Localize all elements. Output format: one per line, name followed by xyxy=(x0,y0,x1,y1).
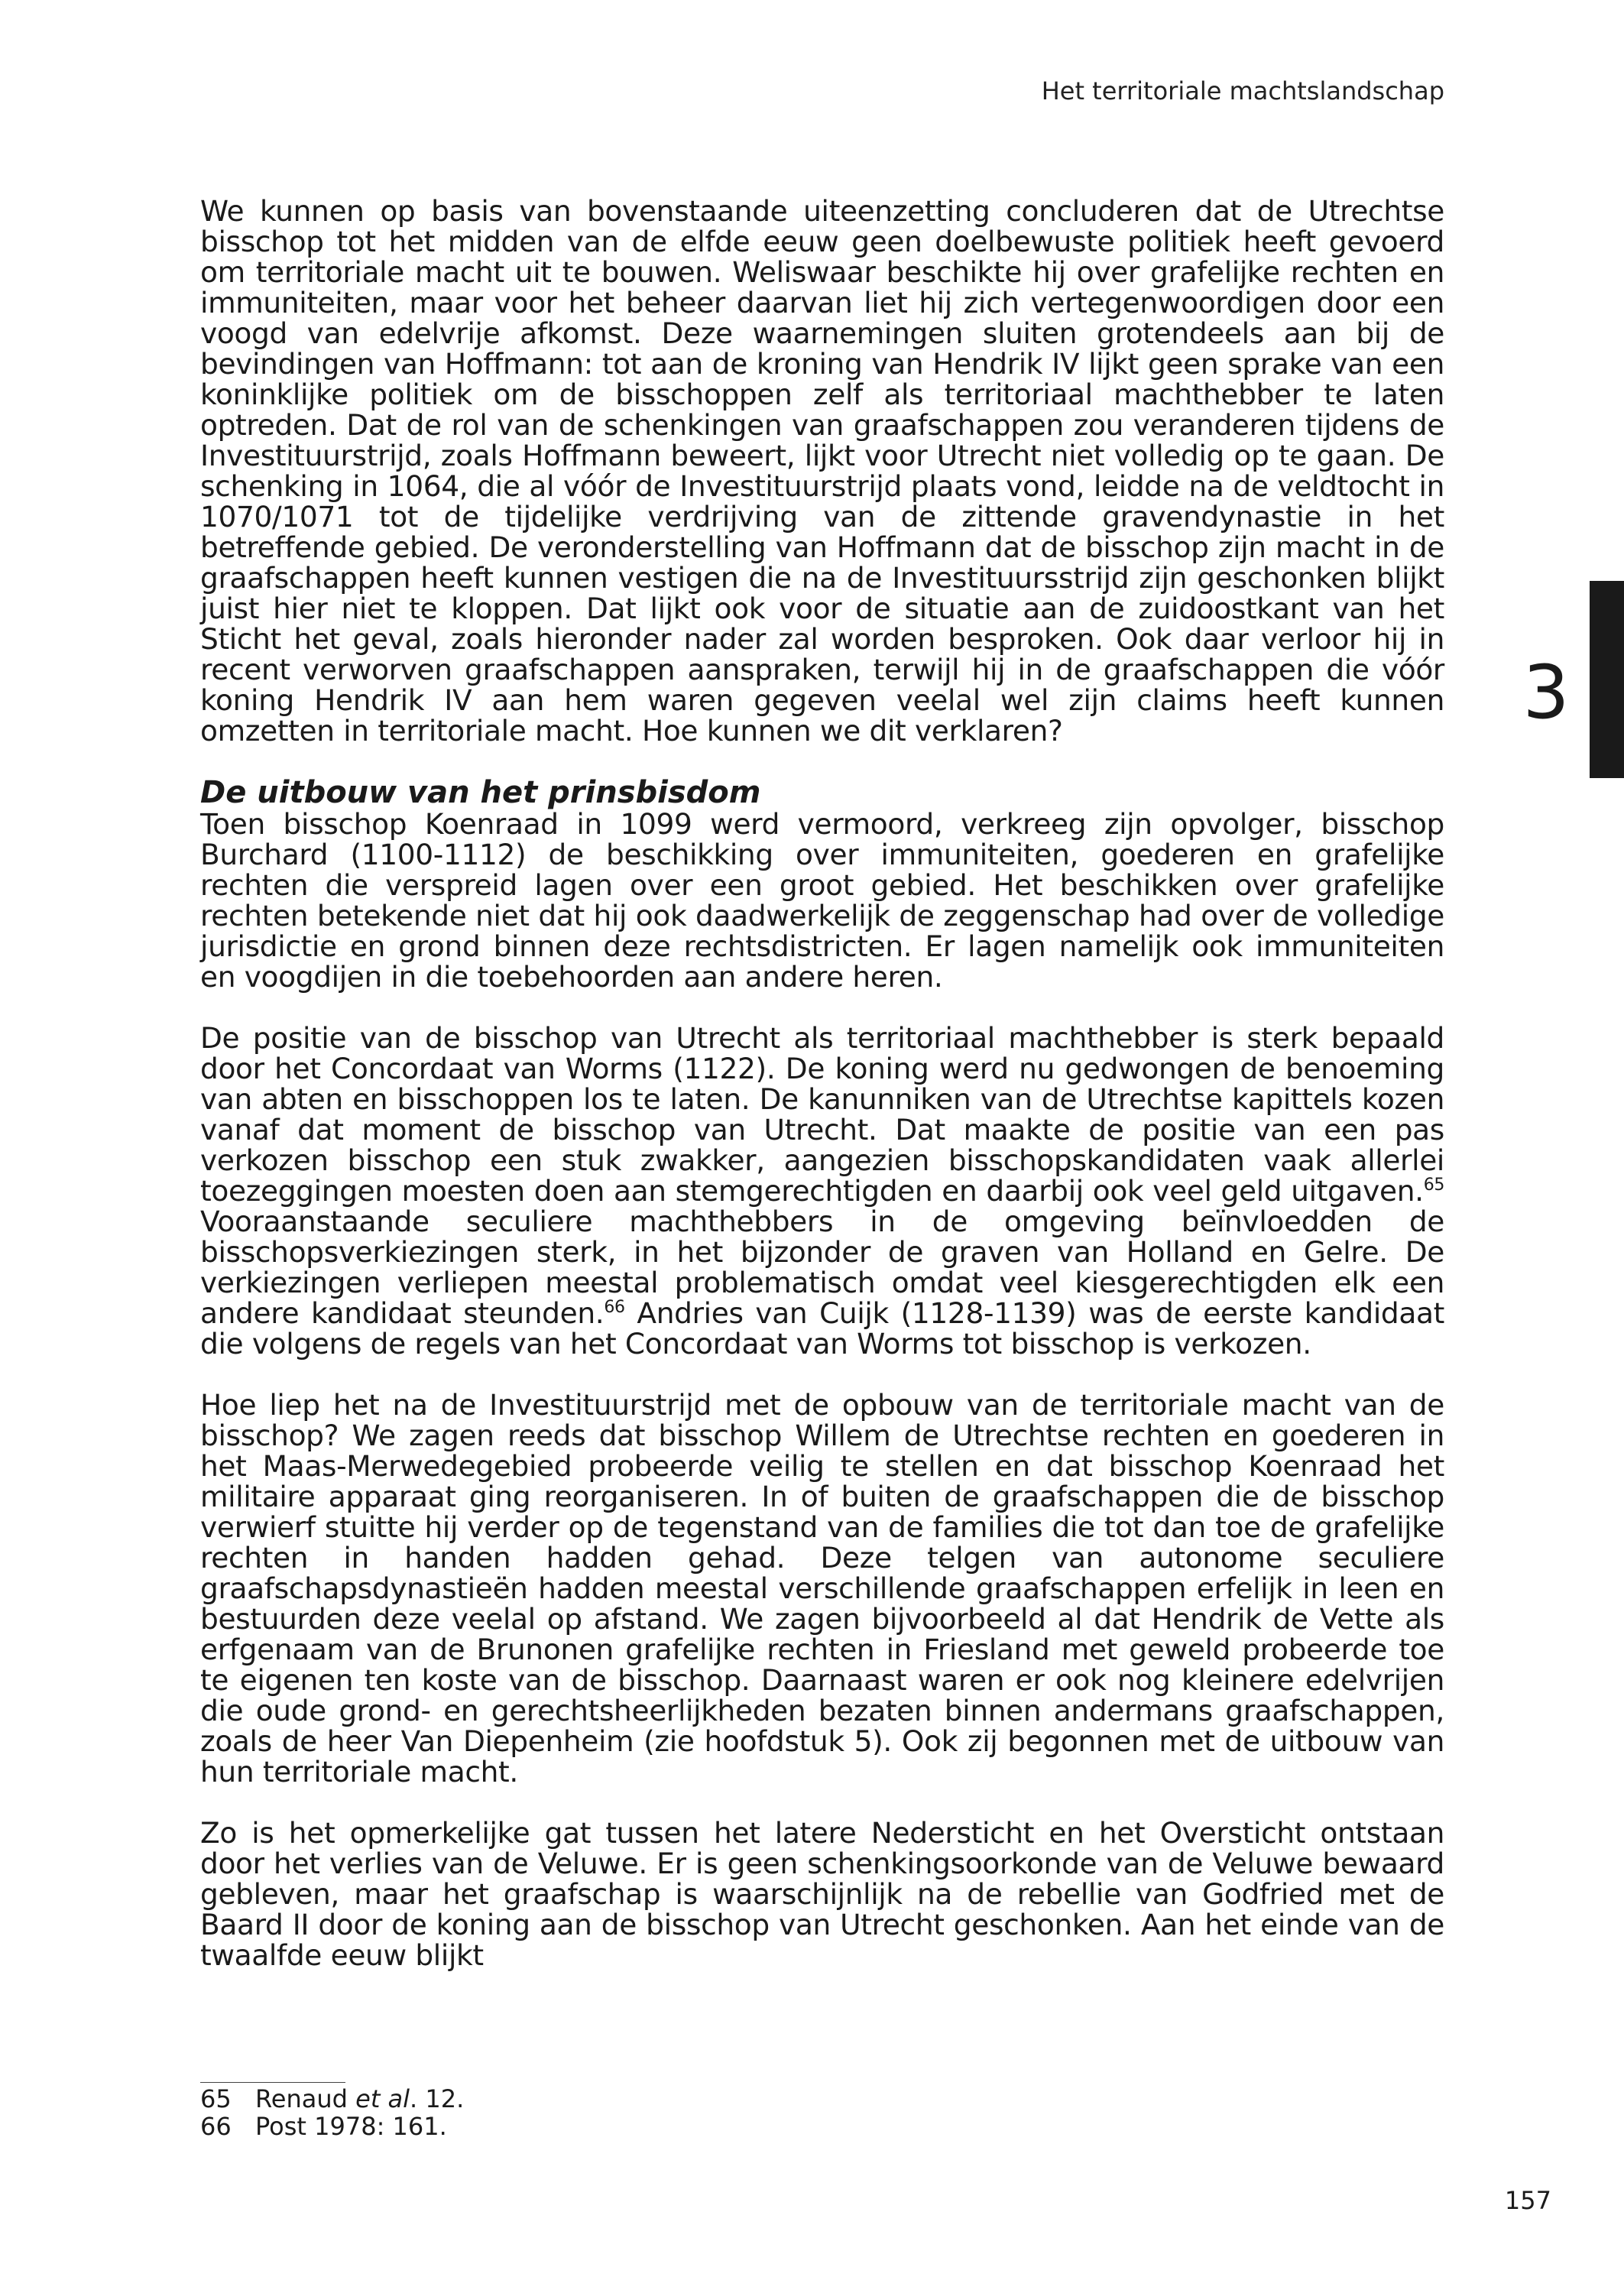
footnote-text: . 12. xyxy=(410,2084,465,2113)
footnotes xyxy=(200,2085,464,2140)
paragraph: We kunnen op basis van bovenstaande uiteenzetting concluderen dat de Utrechtse bisschop tot het midden van de elfde eeuw geen doelbewuste politiek heeft gevoerd om territoriale macht uit te bouwen. Weliswaar beschikte hij over grafelijke rechten en immuniteiten, maar voor het beheer daarvan liet hij zich vertegenwoordigen door een voogd van edelvrije afkomst. Deze waarnemingen sluiten grotendeels aan bij de bevindingen van Hoffmann: tot aan de kroning van Hendrik IV lijkt geen sprake van een koninklijke politiek om de bisschoppen zelf als territoriaal machthebber te laten optreden. Dat de rol van de schenkingen van graafschappen zou veranderen tijdens de Investituurstrijd, zoals Hoffmann beweert, lijkt voor Utrecht niet volledig op te gaan. De schenking in 1064, die al vóór de Investituurstrijd plaats vond, leidde na de veldtocht in 1070/1071 tot de tijdelijke verdrijving van de zittende gravendynastie in het betreffende gebied. De veronderstelling van Hoffmann dat de bisschop zijn macht in de graafschappen heeft kunnen vestigen die na de Investituursstrijd zijn geschonken blijkt juist hier niet te kloppen. Dat lijkt ook voor de situatie aan de zuidoostkant van het Sticht het geval, zoals hieronder nader zal worden besproken. Ook daar verloor hij in recent verworven graafschappen aanspraken, terwijl hij in de graafschappen die vóór koning Hendrik IV aan hem waren gegeven veelal wel zijn claims heeft kunnen omzetten in territoriale macht. Hoe kunnen we dit verklaren? xyxy=(200,194,1444,748)
footnote-ref-66[interactable]: 66 xyxy=(604,1298,625,1317)
footnote-ref-65[interactable]: 65 xyxy=(1423,1176,1444,1195)
paragraph xyxy=(200,1023,1444,1359)
section-heading: De uitbouw van het prinsbisdom xyxy=(200,775,761,810)
page-number: 157 xyxy=(1504,2186,1551,2215)
footnote-66 xyxy=(200,2113,464,2140)
footnote-65 xyxy=(200,2085,464,2113)
paragraph-text: Vooraanstaande seculiere machthebbers in de omgeving beïnvloedden de bisschopsverkiezingen sterk, in het bijzonder de graven van Holland en Gelre. De verkiezingen verliepen meestal problematisch omdat veel kiesgerechtigden elk een andere kandidaat steunden. xyxy=(200,1205,1444,1330)
paragraph: Hoe liep het na de Investituurstrijd met de opbouw van de territoriale macht van de bisschop? We zagen reeds dat bisschop Willem de Utrechtse rechten en goederen in het Maas-Merwedegebied probeerde veilig te stellen en dat bisschop Koenraad het militaire apparaat ging reorganiseren. In of buiten de graafschappen die de bisschop verwierf stuitte hij verder op de tegenstand van de families die tot dan toe de grafelijke rechten in handen hadden gehad. Deze telgen van autonome seculiere graafschapsdynastieën hadden meestal verschillende graafschappen erfelijk in leen en bestuurden deze veelal op afstand. We zagen bijvoorbeeld al dat Hendrik de Vette als erfgenaam van de Brunonen grafelijke rechten in Friesland met geweld probeerde toe te eigenen ten koste van de bisschop. Daarnaast waren er ook nog kleinere edelvrijen die oude grond- en gerechtsheerlijkheden bezaten binnen andermans graafschappen, zoals de heer Van Diepenheim (zie hoofdstuk 5). Ook zij begonnen met de uitbouw van hun territoriale macht. xyxy=(200,1388,1444,1789)
footnote-text-italic: et al xyxy=(355,2084,410,2113)
footnote-number: 65 xyxy=(200,2084,232,2113)
paragraph: Toen bisschop Koenraad in 1099 werd vermoord, verkreeg zijn opvolger, bisschop Burchard (1100-1112) de beschikking over immuniteiten, goederen en grafelijke rechten die verspreid lagen over een groot gebied. Het beschikken over grafelijke rechten betekende niet dat hij ook daadwerkelijk de zeggenschap had over de volledige jurisdictie en grond binnen deze rechtsdistricten. Er lagen namelijk ook immuniteiten en voogdijen in die toebehoorden aan andere heren. xyxy=(200,807,1444,994)
main-text xyxy=(200,196,1444,1970)
running-head: Het territoriale machtslandschap xyxy=(1041,76,1444,105)
paragraph-text: Andries van Cuijk (1128-1139) was de eerste kandidaat die volgens de regels van het Concordaat van Worms tot bisschop is verkozen. xyxy=(200,1296,1444,1361)
chapter-tab xyxy=(1590,581,1624,778)
footnote-text: Post 1978: 161. xyxy=(255,2112,447,2141)
footnote-divider xyxy=(200,2082,345,2083)
footnote-text: Renaud xyxy=(255,2084,356,2113)
paragraph: Zo is het opmerkelijke gat tussen het latere Nedersticht en het Oversticht ontstaan door het verlies van de Veluwe. Er is geen schenkingsoorkonde van de Veluwe bewaard gebleven, maar het graafschap is waarschijnlijk na de rebellie van Godfried met de Baard II door de koning aan de bisschop van Utrecht geschonken. Aan het einde van de twaalfde eeuw blijkt xyxy=(200,1816,1444,1972)
footnote-number: 66 xyxy=(200,2112,232,2141)
chapter-number: 3 xyxy=(1522,650,1570,735)
paragraph-text: De positie van de bisschop van Utrecht als territoriaal machthebber is sterk bepaald door het Concordaat van Worms (1122). De koning werd nu gedwongen de benoeming van abten en bisschoppen los te laten. De kanunniken van de Utrechtse kapittels kozen vanaf dat moment de bisschop van Utrecht. Dat maakte de positie van een pas verkozen bisschop een stuk zwakker, aangezien bisschopskandidaten vaak allerlei toezeggingen moesten doen aan stemgerechtigden en daarbij ook veel geld uitgaven. xyxy=(200,1021,1444,1208)
